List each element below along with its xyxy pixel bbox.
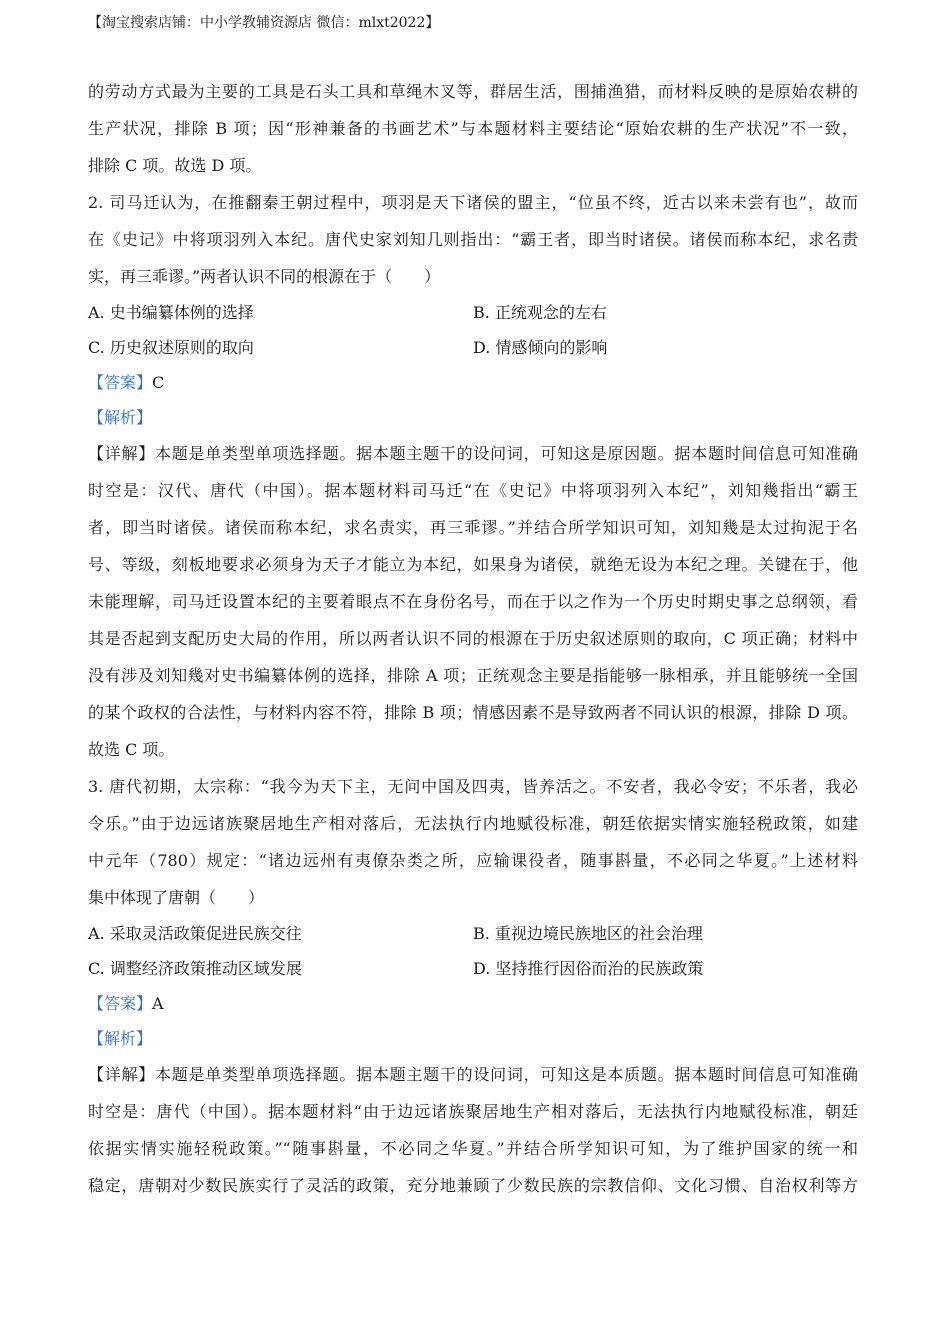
detail-text: 本题是单类型单项选择题。据本题主题干的设问词，可知这是原因题。据本题时间信息可知准确 <box>155 444 858 463</box>
detail-line <box>88 435 858 472</box>
question-stem-line: 令乐。”由于边远诸族聚居地生产相对落后，无法执行内地赋役标准，朝廷依据实情实施轻税政策，如建 <box>88 814 858 833</box>
answer-line <box>88 365 858 400</box>
question-3 <box>88 768 858 1204</box>
option-a: A. 史书编纂体例的选择 <box>88 303 254 322</box>
detail-tag: 【详解】 <box>88 1065 156 1084</box>
intro-line: 的劳动方式最为主要的工具是石头工具和草绳木叉等，群居生活，围捕渔猎，而材料反映的是原始农耕的 <box>88 82 858 101</box>
question-stem-line: 实，再三乖谬。”两者认识不同的根源在于（ ） <box>88 267 441 286</box>
detail-line: 时空是：唐代（中国）。据本题材料“由于边远诸族聚居地生产相对落后，无法执行内地赋役标准，朝廷 <box>88 1102 858 1121</box>
page-header: 【淘宝搜索店铺：中小学教辅资源店 微信：mlxt2022】 <box>88 15 440 31</box>
options-row <box>88 951 858 986</box>
option-d: D. 坚持推行因俗而治的民族政策 <box>473 959 704 978</box>
intro-line: 排除 C 项。故选 D 项。 <box>88 156 262 175</box>
option-c: C. 历史叙述原则的取向 <box>88 338 254 357</box>
detail-line: 依据实情实施轻税政策。”“随事斟量，不必同之华夏。”并结合所学知识可知，为了维护国家的统一和 <box>88 1139 858 1158</box>
question-stem-line: 3. 唐代初期，太宗称：“我今为天下主，无问中国及四夷，皆养活之。不安者，我必令安；不乐者，我必 <box>88 777 858 796</box>
detail-line: 故选 C 项。 <box>88 740 175 759</box>
question-stem-line: 在《史记》中将项羽列入本纪。唐代史家刘知几则指出：“霸王者，即当时诸侯。诸侯而称本纪，求名责 <box>88 230 858 249</box>
options-row <box>88 330 858 365</box>
detail-line: 稳定，唐朝对少数民族实行了灵活的政策，充分地兼顾了少数民族的宗教信仰、文化习惯、自治权利等方 <box>88 1176 858 1195</box>
detail-line: 未能理解，司马迁设置本纪的主要着眼点不在身份名号，而在于以之作为一个历史时期史事之总纲领，看 <box>88 592 858 611</box>
analysis-line <box>88 1021 858 1056</box>
answer-line <box>88 986 858 1021</box>
detail-line <box>88 1056 858 1093</box>
answer-tag: 【答案】 <box>88 994 153 1013</box>
detail-tag: 【详解】 <box>88 444 156 463</box>
detail-line: 的某个政权的合法性，与材料内容不符，排除 B 项；情感因素不是导致两者不同认识的根源，排除 D 项。 <box>88 703 858 722</box>
detail-paragraph <box>88 1056 858 1204</box>
options-row <box>88 916 858 951</box>
question-stem-line: 2. 司马迁认为，在推翻秦王朝过程中，项羽是天下诸侯的盟主，“位虽不终，近古以来未尝有也”，故而 <box>88 193 858 212</box>
option-b: B. 正统观念的左右 <box>473 303 607 322</box>
intro-line: 生产状况，排除 B 项；因“形神兼备的书画艺术”与本题材料主要结论“原始农耕的生产状况”不一致， <box>88 119 858 138</box>
intro-paragraph <box>88 73 858 184</box>
option-b: B. 重视边境民族地区的社会治理 <box>473 924 703 943</box>
option-c: C. 调整经济政策推动区域发展 <box>88 959 302 978</box>
analysis-line <box>88 400 858 435</box>
analysis-tag: 【解析】 <box>88 1029 153 1048</box>
answer-value: A <box>152 994 164 1013</box>
answer-tag: 【答案】 <box>88 373 153 392</box>
detail-text: 本题是单类型单项选择题。据本题主题干的设问词，可知这是本质题。据本题时间信息可知准确 <box>155 1065 858 1084</box>
document-body <box>88 73 858 1204</box>
options-row <box>88 295 858 330</box>
detail-line: 号、等级，刻板地要求必须身为天子才能立为本纪，如果身为诸侯，就绝无设为本纪之理。关键在于，他 <box>88 555 858 574</box>
detail-line: 其是否起到支配历史大局的作用，所以两者认识不同的根源在于历史叙述原则的取向，C 项正确；材料中 <box>88 629 858 648</box>
option-a: A. 采取灵活政策促进民族交往 <box>88 924 302 943</box>
detail-line: 者，即当时诸侯。诸侯而称本纪，求名责实，再三乖谬。”并结合所学知识可知，刘知幾是太过拘泥于名 <box>88 518 858 537</box>
question-stem-line: 集中体现了唐朝（ ） <box>88 888 265 907</box>
answer-value: C <box>152 373 165 392</box>
option-d: D. 情感倾向的影响 <box>473 338 608 357</box>
detail-paragraph <box>88 435 858 768</box>
detail-line: 时空是：汉代、唐代（中国）。据本题材料司马迁“在《史记》中将项羽列入本纪”，刘知幾指出“霸王 <box>88 481 858 500</box>
detail-line: 没有涉及刘知幾对史书编纂体例的选择，排除 A 项；正统观念主要是指能够一脉相承，并且能够统一全国 <box>88 666 858 685</box>
analysis-tag: 【解析】 <box>88 408 153 427</box>
question-stem-line: 中元年（780）规定：“诸边远州有夷僚杂类之所，应输课役者，随事斟量，不必同之华夏。”上述材料 <box>88 851 858 870</box>
question-2 <box>88 184 858 768</box>
